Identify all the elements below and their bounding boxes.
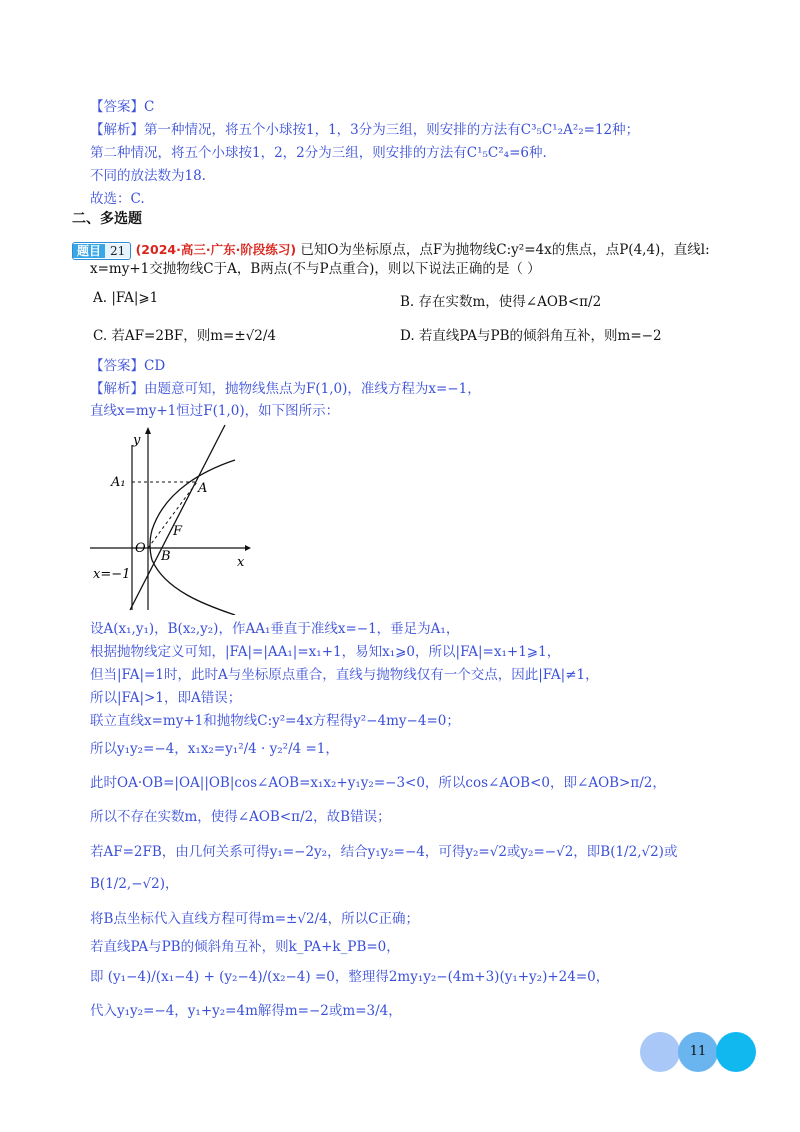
solution-line-12: B(1/2,−√2)，	[90, 876, 179, 892]
option-b: B. 存在实数m，使得∠AOB<π/2	[400, 294, 602, 310]
solution-line-3: 设A(x₁,y₁)，B(x₂,y₂)，作AA₁垂直于准线x=−1，垂足为A₁，	[90, 621, 460, 637]
question-header	[72, 238, 710, 260]
parabola-curve	[150, 460, 235, 615]
section-title: 二、多选题	[72, 211, 142, 227]
label-A1: A₁	[111, 475, 126, 490]
label-directrix: x=−1	[93, 567, 131, 582]
page-number: 11	[689, 1044, 707, 1059]
solution-line-4: 根据抛物线定义可知，|FA|=|AA₁|=x₁+1，易知x₁⩾0，所以|FA|=x₁+1⩾1，	[90, 644, 561, 660]
footer-circle-right	[716, 1032, 756, 1072]
badge-label: 题目	[73, 244, 105, 258]
solution-line-6: 所以|FA|>1，即A错误；	[90, 690, 242, 706]
badge-number: 21	[105, 244, 130, 258]
prev-analysis-line-4: 故选：C.	[90, 191, 145, 207]
x-axis-arrow	[245, 545, 251, 551]
prev-analysis-line-2: 第二种情况，将五个小球按1，2，2分为三组，则安排的方法有C¹₅C²₄=6种.	[90, 145, 547, 161]
solution-line-8: 所以y₁y₂=−4，x₁x₂=y₁²/4 · y₂²/4 =1，	[90, 741, 339, 757]
solution-line-1: 【解析】由题意可知，抛物线焦点为F(1,0)，准线方程为x=−1，	[90, 381, 481, 397]
option-a: A. |FA|⩾1	[93, 290, 159, 306]
question-badge	[72, 242, 131, 260]
question-stem-2: x=my+1交抛物线C于A，B两点(不与P点重合)，则以下说法正确的是（ ）	[90, 261, 541, 277]
footer-circle-left	[640, 1032, 680, 1072]
label-B: B	[161, 549, 171, 564]
parabola-figure	[85, 420, 255, 615]
line-l	[130, 425, 225, 610]
solution-line-2: 直线x=my+1恒过F(1,0)，如下图所示：	[90, 403, 340, 419]
label-x: x	[237, 555, 245, 570]
solution-line-5: 但当|FA|=1时，此时A与坐标原点重合，直线与抛物线仅有一个交点，因此|FA|≠1，	[90, 667, 599, 683]
label-F: F	[173, 524, 183, 539]
solution-line-13: 将B点坐标代入直线方程可得m=±√2/4，所以C正确；	[90, 911, 420, 927]
label-O: O	[135, 541, 146, 556]
label-y: y	[133, 433, 141, 448]
label-A: A	[198, 481, 208, 496]
prev-analysis-line-3: 不同的放法数为18.	[90, 168, 206, 184]
prev-answer: 【答案】C	[90, 99, 155, 115]
solution-line-7: 联立直线x=my+1和抛物线C:y²=4x方程得y²−4my−4=0；	[90, 713, 460, 729]
option-c: C. 若AF=2BF，则m=±√2/4	[93, 328, 276, 344]
solution-line-14: 若直线PA与PB的倾斜角互补，则k_PA+k_PB=0，	[90, 939, 400, 955]
solution-answer: 【答案】CD	[90, 358, 166, 374]
question-stem-1: 已知O为坐标原点，点F为抛物线C:y²=4x的焦点，点P(4,4)，直线l:	[300, 242, 710, 258]
solution-line-9: 此时OA·OB=|OA||OB|cos∠AOB=x₁x₂+y₁y₂=−3<0，所以cos∠AOB<0，即∠AOB>π/2，	[90, 775, 666, 791]
solution-line-10: 所以不存在实数m，使得∠AOB<π/2，故B错误；	[90, 809, 391, 825]
solution-line-11: 若AF=2FB，由几何关系可得y₁=−2y₂，结合y₁y₂=−4，可得y₂=√2或y₂=−√2，即B(1/2,√2)或	[90, 844, 678, 860]
solution-line-15: 即 (y₁−4)/(x₁−4) + (y₂−4)/(x₂−4) =0，整理得2my₁y₂−(4m+3)(y₁+y₂)+24=0，	[90, 969, 610, 985]
prev-analysis-line-1: 【解析】第一种情况，将五个小球按1，1，3分为三组，则安排的方法有C³₅C¹₂A²₂=12种；	[90, 122, 640, 138]
question-source: (2024·高三·广东·阶段练习)	[135, 242, 297, 257]
solution-line-16: 代入y₁y₂=−4，y₁+y₂=4m解得m=−2或m=3/4，	[90, 1003, 402, 1019]
option-d: D. 若直线PA与PB的倾斜角互补，则m=−2	[400, 328, 662, 344]
y-axis-arrow	[145, 427, 151, 434]
